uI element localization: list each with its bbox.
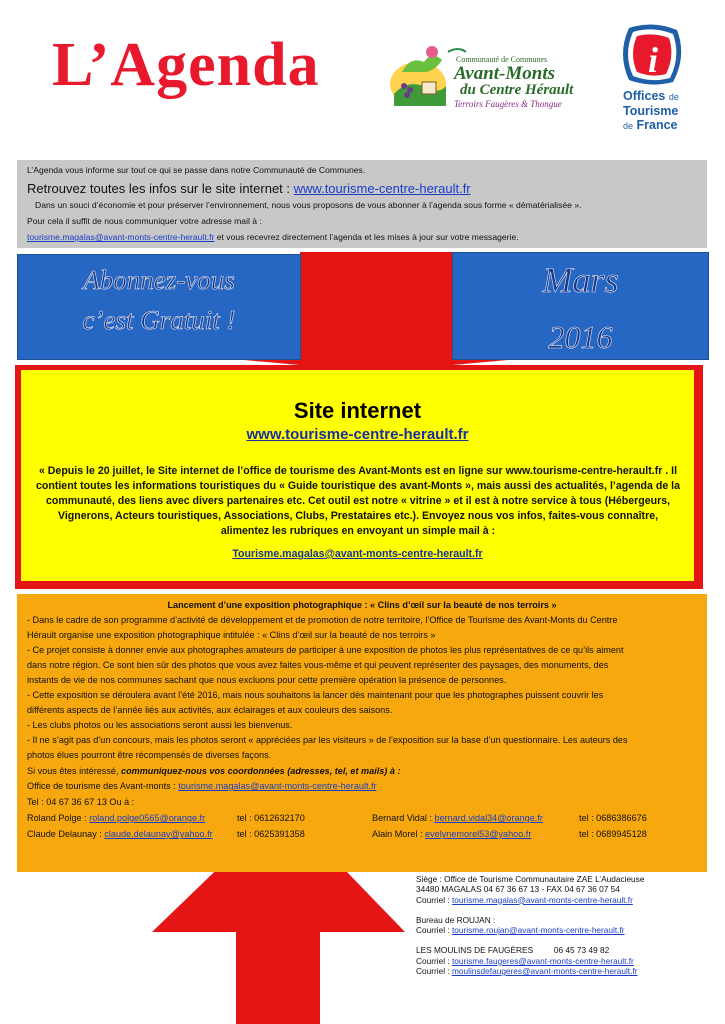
expo-contact-emph: communiquez-nous vos coordonnées (adresses, tel, et mails) à : (121, 766, 401, 776)
contact-name: Bernard Vidal : bernard.vidal34@orange.fr (372, 813, 543, 823)
intro-line5 (27, 232, 519, 242)
footer-roujan: Bureau de ROUJAN : (416, 914, 496, 925)
ot-de1: de (668, 92, 679, 102)
site-title: Site internet (293, 398, 422, 423)
footer-siege1: Siège : Office de Tourisme Communautaire ZAE L’Audacieuse (416, 874, 645, 884)
info-i-icon (615, 22, 690, 88)
contact-name: Roland Polge : roland.polge0565@orange.fr (27, 813, 206, 823)
expo-panel (17, 594, 707, 872)
month-label: Mars (542, 260, 619, 300)
intro-line2 (27, 181, 471, 196)
siege-mail-link[interactable]: tourisme.magalas@avant-monts-centre-herault.fr (451, 894, 633, 905)
moulins-mail-link[interactable]: moulinsdefaugeres@avant-monts-centre-herault.fr (451, 966, 638, 977)
footer-moulins-mail1: Courriel : tourisme.faugeres@avant-monts-centre-herault.fr (416, 955, 634, 966)
abonnez-line1: Abonnez-vous (83, 265, 235, 295)
footer-moulins-mail2: Courriel : moulinsdefaugeres@avant-monts-centre-herault.fr (416, 966, 638, 977)
offices-tourisme-logo (615, 22, 690, 142)
logo-cc-line4: Terroirs Faugères & Thongue (454, 99, 562, 109)
expo-office-tel: Tel : 04 67 36 67 13 Ou à : (27, 797, 135, 807)
contact-mail-link[interactable]: evelynemorel53@yahoo.fr (425, 829, 532, 839)
abonnez-box (17, 254, 301, 360)
contact-mail-link[interactable]: claude.delaunay@yahoo.fr (104, 829, 213, 839)
expo-contact-line (27, 766, 400, 776)
footer-siege-mail: Courriel : tourisme.magalas@avant-monts-centre-herault.fr (416, 894, 633, 905)
abonnez-line2: c’est Gratuit ! (82, 305, 236, 335)
intro-line3: Dans un souci d’économie et pour préserver l’environnement, nous vous proposons de vous abonner à l’agenda sous forme « dématérialisée ». (35, 200, 582, 210)
ot-line1: Offices (623, 89, 666, 103)
logo-cc-line3: du Centre Hérault (460, 82, 574, 98)
intro-line1: L’Agenda vous informe sur tout ce qui se passe dans notre Communauté de Communes. (27, 165, 366, 175)
expo-line: - Les clubs photos ou les associations seront aussi les bienvenus. (27, 720, 293, 730)
expo-office-prefix: Office de tourisme des Avant-monts : (27, 781, 179, 791)
ot-line2: Tourisme (623, 104, 679, 118)
expo-line: - Il ne s’agit pas d’un concours, mais les photos seront « appréciées par les visiteurs » de l’exposition sur la base d’un questionnaire. Les auteurs des (27, 735, 628, 745)
footer-moulins: LES MOULINS DE FAUGÈRES 06 45 73 49 82 (416, 945, 610, 956)
intro-line4: Pour cela il suffit de nous communiquer votre adresse mail à : (27, 216, 262, 226)
expo-line: Hérault organise une exposition photographique intitulée : « Clins d’œil sur la beauté de nos terroirs » (27, 630, 436, 640)
expo-contact-prefix: Si vous êtes intéressé, (27, 766, 122, 776)
svg-text:i: i (647, 40, 659, 80)
contact-mail-link[interactable]: roland.polge0565@orange.fr (89, 813, 206, 823)
communaute-logo-graphic (388, 42, 593, 120)
footer-roujan-mail: Courriel : tourisme.roujan@avant-monts-centre-herault.fr (416, 925, 625, 936)
expo-line: instants de vie de nos communes sachant que nous excluons pour cette première opération la présence de personnes. (27, 675, 507, 685)
expo-line: différents aspects de l’année liés aux activités, aux éclairages et aux couleurs des saisons. (27, 705, 393, 715)
faugeres-mail-link[interactable]: tourisme.faugeres@avant-monts-centre-herault.fr (451, 955, 634, 966)
contact-tel: tel : 0625391358 (237, 829, 305, 839)
year-label: 2016 (548, 319, 613, 355)
footer-contact (416, 874, 716, 976)
site-mail-link[interactable]: Tourisme.magalas@avant-monts-centre-herault.fr (232, 548, 483, 560)
expo-line: photos élues pourront être récompensés de diverses façons. (27, 750, 272, 760)
ot-de2: de (623, 121, 634, 131)
contact-name: Claude Delaunay : claude.delaunay@yahoo.fr (27, 829, 213, 839)
logo-cc-line2: Avant-Monts (454, 63, 556, 84)
site-internet-frame (15, 365, 703, 589)
site-internet-panel (21, 370, 694, 581)
expo-heading: Lancement d’une exposition photographique : « Clins d’œil sur la beauté de nos terroirs » (167, 600, 557, 610)
roujan-mail-link[interactable]: tourisme.roujan@avant-monts-centre-herault.fr (451, 925, 625, 936)
intro-panel (17, 160, 707, 248)
site-url-link[interactable]: www.tourisme-centre-herault.fr (246, 426, 469, 443)
ot-line3: France (636, 118, 678, 132)
site-link[interactable]: www.tourisme-centre-herault.fr (293, 181, 471, 196)
contact-tel: tel : 0689945128 (579, 829, 647, 839)
contact-tel: tel : 0612632170 (237, 813, 305, 823)
contact-name: Alain Morel : evelynemorel53@yahoo.fr (372, 829, 532, 839)
agenda-title: L’Agenda (52, 31, 320, 99)
expo-line: - Cette exposition se déroulera avant l’été 2016, mais nous souhaitons la lancer dès maintenant pour que les photographes puissent couvrir les (27, 690, 604, 700)
expo-office-mail-link[interactable]: tourisme.magalas@avant-monts-centre-herault.fr (178, 781, 377, 791)
intro-line5-suffix: et vous recevrez directement l’agenda et les mises à jour sur votre messagerie. (214, 232, 519, 242)
expo-line: - Ce projet consiste à donner envie aux photographes amateurs de participer à une exposition de photos les plus représentatives de ce qu’ils aiment (27, 645, 624, 655)
subscribe-mail-link[interactable]: tourisme.magalas@avant-monts-centre-herault.fr (27, 232, 215, 242)
logo-cc-line1: Communauté de Communes (456, 55, 548, 64)
intro-line2-prefix: Retrouvez toutes les infos sur le site internet : (27, 181, 294, 196)
contact-mail-link[interactable]: bernard.vidal34@orange.fr (434, 813, 543, 823)
expo-line: dans notre région. Ce sont bien sûr des photos que vous avez faites vous-même et qui peuvent représenter des paysages, des monuments, des (27, 660, 609, 670)
footer-siege2: 34480 MAGALAS 04 67 36 67 13 - FAX 04 67 36 07 54 (416, 884, 620, 895)
expo-line: - Dans le cadre de son programme d’activité de développement et de promotion de notre territoire, l’Office de Tourisme des Avant-Monts du Centre (27, 615, 618, 625)
contact-tel: tel : 0686386676 (579, 813, 647, 823)
month-box (452, 252, 709, 360)
expo-office-line (27, 781, 377, 791)
site-body-text: « Depuis le 20 juillet, le Site internet de l’office de tourisme des Avant-Monts est en ligne sur www.tourisme-centre-herault.fr . Il contient toutes les informations touristiques du « Guide touristique des avant-Monts », mais aussi des actualités, l’agenda de la communauté, des liens avec divers partenaires etc. Cet outil est notre « vitrine » et il est à notre service à tous (Hébergeurs, Vignerons, Acteurs touristiques, Associations, Clubs, Prestataires etc.). Envoyez nous vos infos, faites-vous connaître, alimentez les rubriques en envoyant un simple mail à : (36, 465, 680, 537)
communaute-logo (388, 42, 593, 120)
